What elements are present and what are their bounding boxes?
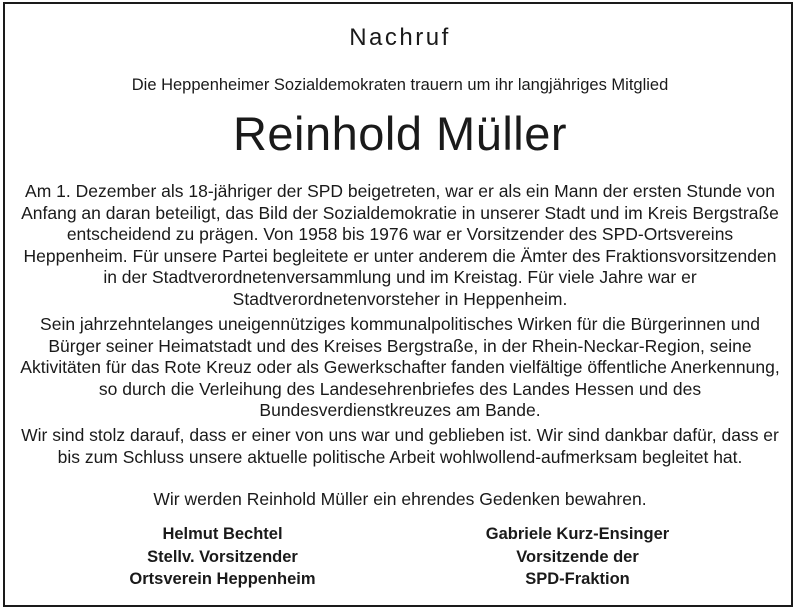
- biography-paragraph: Am 1. Dezember als 18-jähriger der SPD beigetreten, war er als ein Mann der ersten Stunde von Anfang an daran beteiligt, das Bild der Sozialdemokratie in unserer Stadt und im Kreis Bergstraße entscheidend zu prägen. Von 1958 bis 1976 war er Vorsitzender des SPD-Ortsvereins Heppenheim. Für unsere Partei begleitete er unter anderem die Ämter des Fraktionsvorsitzenden in der Stadtverordnetenversammlung und im Kreistag. Für viele Jahre war er Stadtverordnetenvorsteher in Heppenheim.: [21, 181, 779, 309]
- intro-line: Die Heppenheimer Sozialdemokraten trauern um ihr langjähriges Mitglied: [131, 76, 669, 94]
- signatory-role: Vorsitzende der: [516, 547, 639, 566]
- signatory-organization: SPD-Fraktion: [525, 570, 630, 588]
- signatory-role: Stellv. Vorsitzender: [147, 547, 298, 566]
- closing-line: Wir werden Reinhold Müller ein ehrendes Gedenken bewahren.: [153, 489, 647, 509]
- signatory-name: Gabriele Kurz-Ensinger: [485, 525, 670, 543]
- achievements-paragraph: Sein jahrzehntelanges uneigennütziges kommunalpolitisches Wirken für die Bürgerinnen und Bürger seiner Heimatstadt und des Kreises Bergstraße, in der Rhein-Neckar-Region, seine Aktivitäten für das Rote Kreuz oder als Gewerkschafter fanden vielfältige öffentliche Anerkennung, so durch die Verleihung des Landesehrenbriefes des Landes Hessen und des Bundesverdienstkreuzes am Bande.: [20, 314, 780, 420]
- signatory-organization: Ortsverein Heppenheim: [129, 570, 316, 588]
- gratitude-paragraph: Wir sind stolz darauf, dass er einer von uns war und geblieben ist. Wir sind dankbar dafür, dass er bis zum Schluss unsere aktuelle politische Arbeit wohlwollend-aufmerksam begleitet hat.: [21, 425, 779, 467]
- signatory-block: [100, 523, 345, 591]
- deceased-name: Reinhold Müller: [232, 107, 568, 160]
- notice-heading: Nachruf: [349, 24, 451, 51]
- signatory-name: Helmut Bechtel: [162, 525, 283, 543]
- signatory-block: [455, 523, 700, 591]
